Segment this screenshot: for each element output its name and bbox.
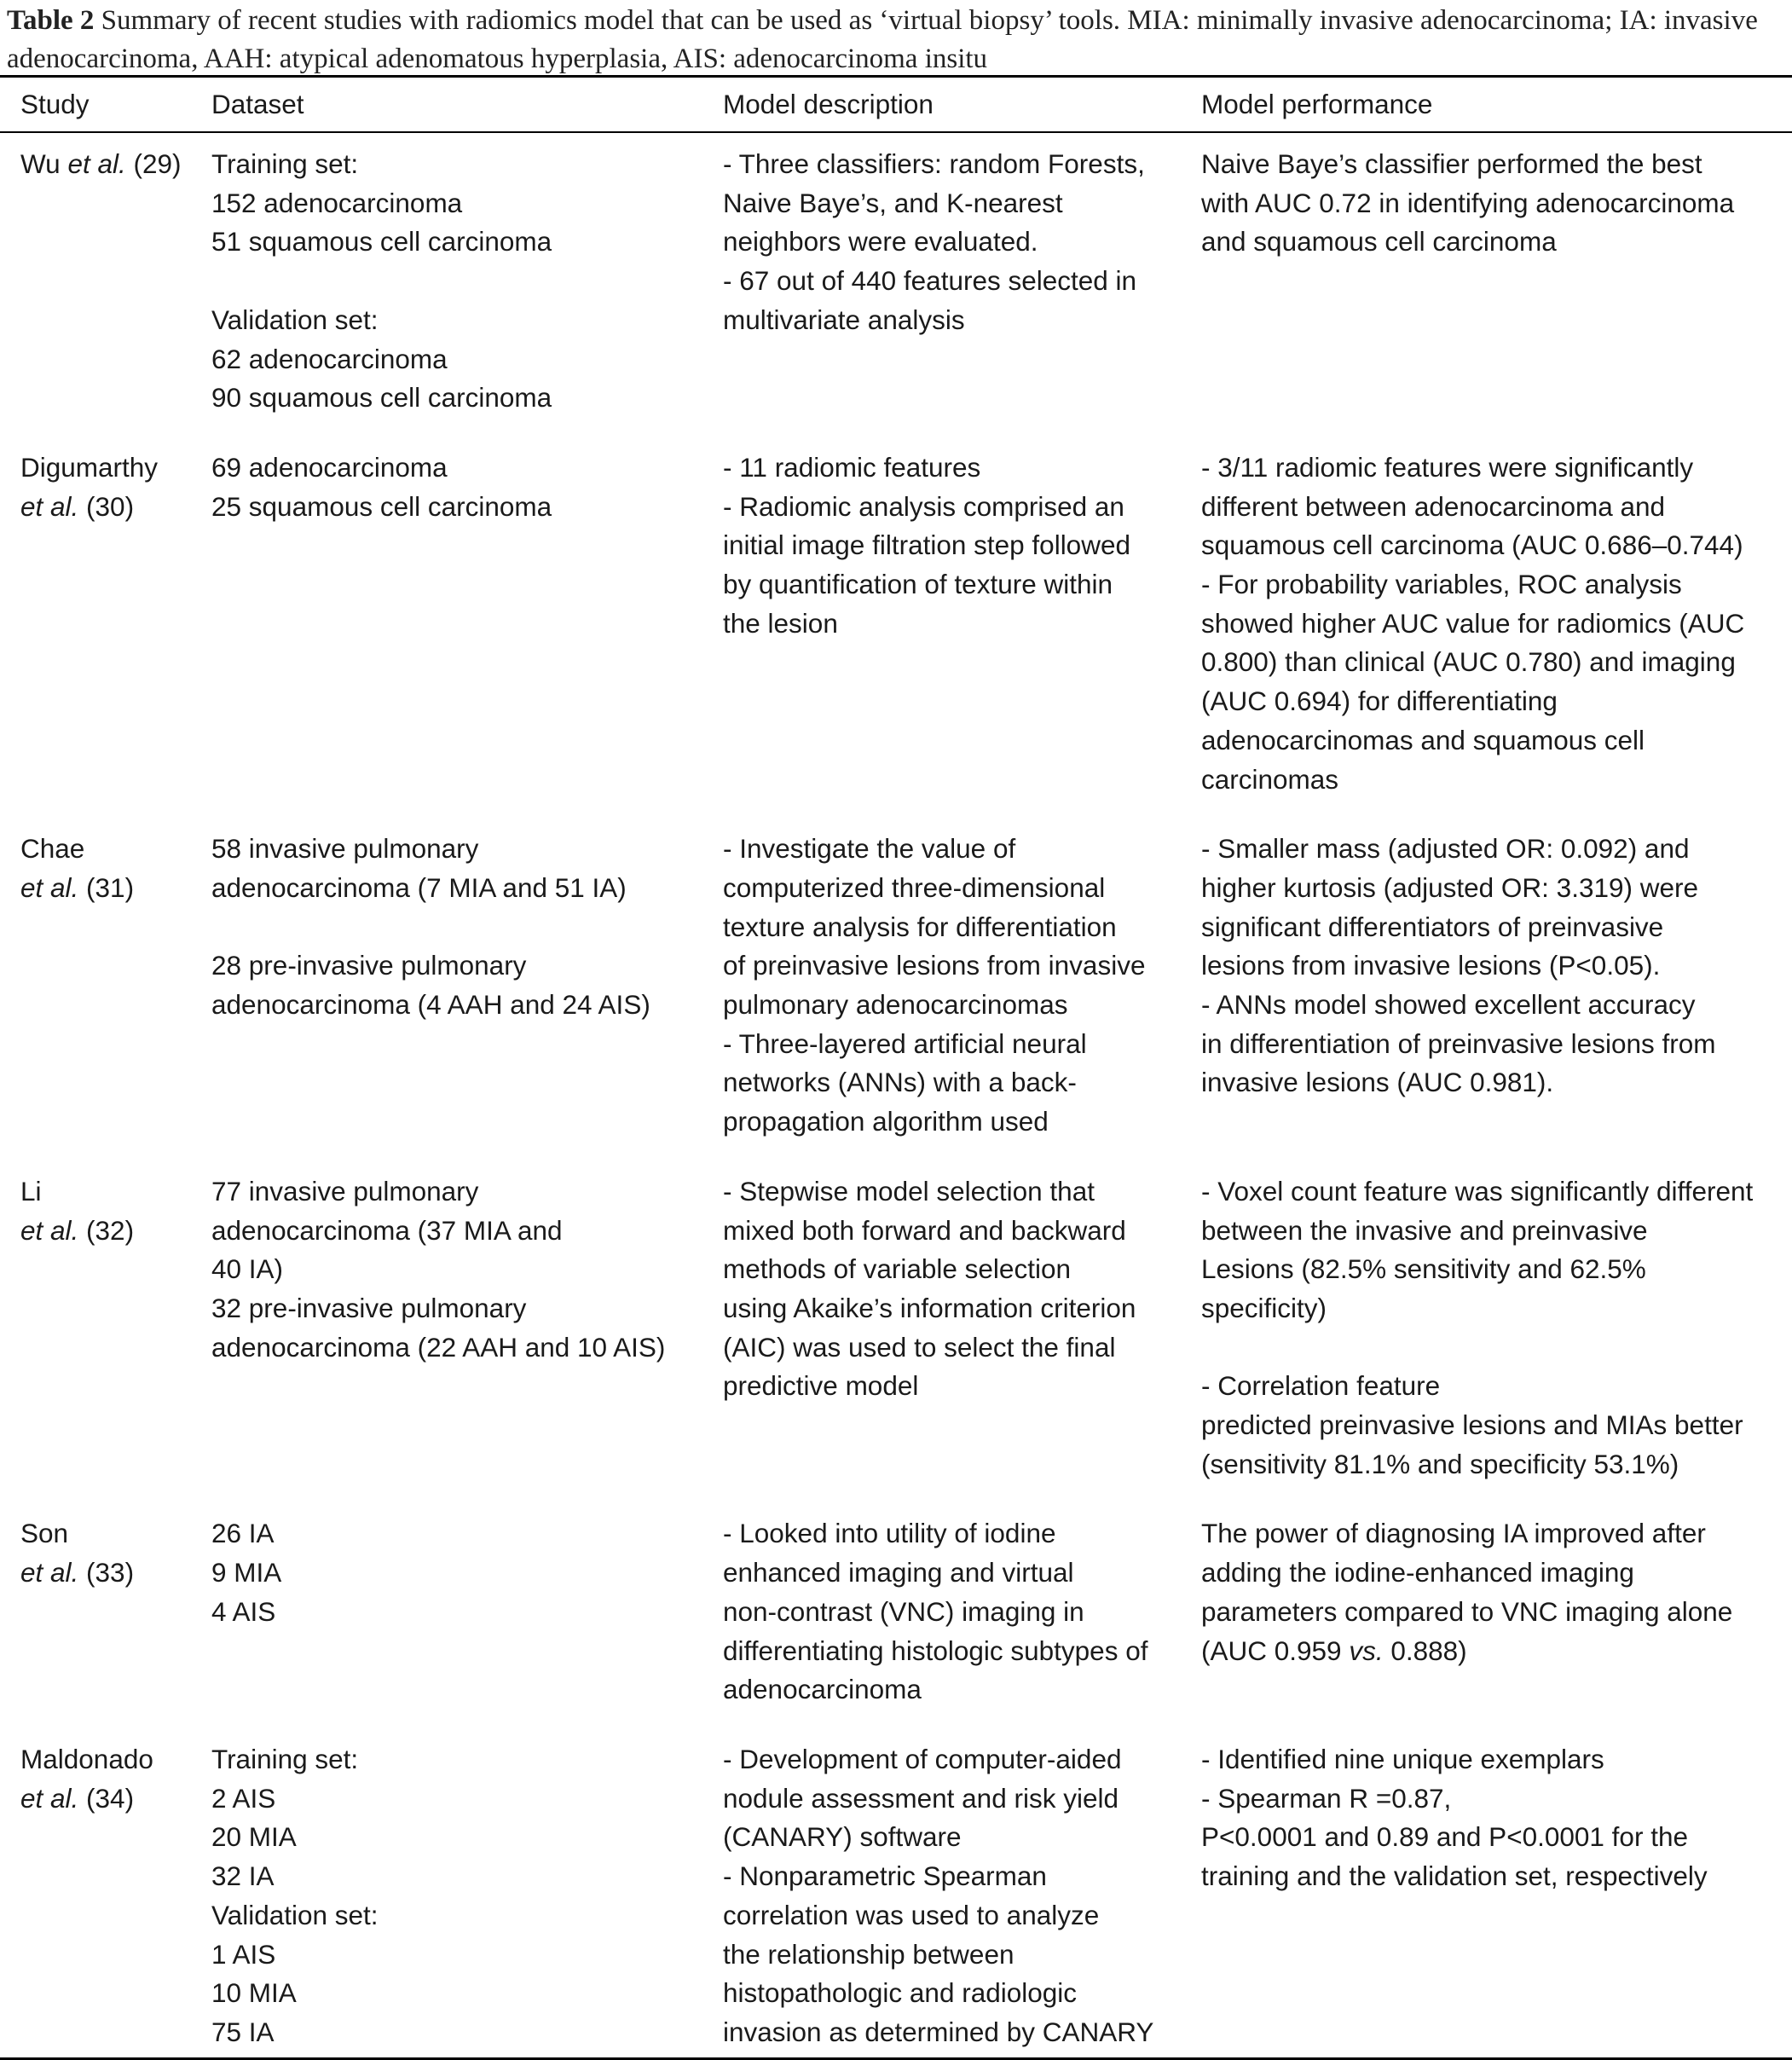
cell-line [1201, 448, 1791, 488]
cell-text: 26 IA [211, 1518, 275, 1549]
cell-line [723, 1172, 1200, 1212]
cell-text: in differentiation of preinvasive lesions from [1201, 1027, 1716, 1059]
cell-line [723, 2013, 1200, 2052]
cell-line [1201, 605, 1791, 644]
cell-line [211, 1250, 722, 1289]
cell-line [723, 1896, 1200, 1936]
cell-text: Maldonado [20, 1743, 153, 1774]
cell-line [1201, 1328, 1791, 1368]
cell-text: 32 IA [211, 1860, 275, 1892]
cell-text: 75 IA [211, 2016, 275, 2047]
cell-text: propagation algorithm used [723, 1106, 1049, 1137]
cell-text: adenocarcinoma (7 MIA and 51 IA) [211, 871, 627, 903]
cell-text: invasion as determined by CANARY [723, 2016, 1154, 2047]
cell-line [211, 1328, 722, 1368]
cell-line [723, 488, 1200, 527]
cell-line [211, 869, 722, 908]
cell-line [211, 986, 722, 1025]
cell-text: predicted preinvasive lesions and MIAs better [1201, 1409, 1743, 1441]
cell-text: adenocarcinomas and squamous cell [1201, 724, 1645, 755]
cell-line [1201, 1857, 1791, 1896]
cell-text: 51 squamous cell carcinoma [211, 226, 552, 258]
cell-text: 40 IA) [211, 1253, 284, 1285]
table-body [0, 132, 1792, 2058]
cell-line [211, 1818, 722, 1857]
cell-text: Li [20, 1175, 42, 1206]
italic-text: et al. [20, 871, 79, 903]
cell-text: Chae [20, 833, 85, 865]
cell-model-performance [1201, 1502, 1792, 1728]
cell-text: correlation was used to analyze [723, 1899, 1100, 1930]
cell-text: with AUC 0.72 in identifying adenocarcinoma [1201, 187, 1735, 218]
cell-text: Naive Baye’s, and K-nearest [723, 187, 1063, 218]
cell-line [211, 184, 722, 223]
cell-line [211, 1936, 722, 1975]
cell-model-description [723, 818, 1201, 1160]
cell-dataset [211, 1160, 723, 1503]
cell-line [723, 986, 1200, 1025]
cell-line [211, 1779, 722, 1819]
cell-line [723, 223, 1200, 262]
cell-text: 32 pre-invasive pulmonary [211, 1292, 527, 1323]
cell-line [723, 301, 1200, 340]
cell-text: (32) [78, 1214, 135, 1246]
cell-text: methods of variable selection [723, 1253, 1071, 1285]
cell-line [723, 605, 1200, 644]
cell-text: carcinomas [1201, 763, 1339, 795]
cell-line [1201, 488, 1791, 527]
cell-text: - Identified nine unique exemplars [1201, 1743, 1604, 1774]
cell-line [1201, 145, 1791, 184]
cell-line [1201, 721, 1791, 761]
cell-line [211, 262, 722, 301]
cell-text: Naive Baye’s classifier performed the best [1201, 148, 1702, 179]
cell-model-description [723, 1728, 1201, 2058]
cell-line [20, 1172, 211, 1212]
cell-text: Digumarthy [20, 451, 159, 483]
cell-line [723, 1670, 1200, 1710]
cell-line [723, 1289, 1200, 1328]
cell-model-description [723, 1502, 1201, 1728]
table-caption [7, 2, 1780, 78]
cell-line [211, 1289, 722, 1328]
cell-line [211, 2013, 722, 2052]
cell-text: and squamous cell carcinoma [1201, 226, 1557, 258]
cell-text: - Radiomic analysis comprised an [723, 490, 1124, 522]
cell-line [211, 1514, 722, 1554]
table-row [0, 437, 1792, 818]
cell-text: specificity) [1201, 1292, 1327, 1323]
cell-line [1201, 1779, 1791, 1819]
cell-line [20, 1740, 211, 1779]
cell-text: - Voxel count feature was significantly different [1201, 1175, 1754, 1206]
cell-text: 0.888) [1383, 1635, 1467, 1666]
cell-dataset [211, 818, 723, 1160]
cell-text: using Akaike’s information criterion [723, 1292, 1136, 1323]
cell-text: adenocarcinoma (22 AAH and 10 AIS) [211, 1331, 666, 1363]
cell-line [1201, 1172, 1791, 1212]
cell-text: (33) [78, 1557, 135, 1588]
cell-text: P<0.0001 and 0.89 and P<0.0001 for the [1201, 1821, 1688, 1853]
cell-line [1201, 1740, 1791, 1779]
cell-study [0, 132, 211, 437]
cell-line [1201, 908, 1791, 947]
cell-text: networks (ANNs) with a back- [723, 1067, 1077, 1098]
cell-line [723, 1554, 1200, 1593]
cell-line [1201, 1514, 1791, 1554]
cell-line [20, 145, 211, 184]
cell-line [1201, 1212, 1791, 1251]
cell-text: lesions from invasive lesions (P<0.05). [1201, 950, 1661, 981]
cell-text: 152 adenocarcinoma [211, 187, 463, 218]
table-row [0, 1502, 1792, 1728]
cell-text: - Smaller mass (adjusted OR: 0.092) and [1201, 833, 1690, 865]
cell-text: 2 AIS [211, 1782, 276, 1814]
cell-line [1201, 1593, 1791, 1632]
cell-line [211, 145, 722, 184]
cell-line [723, 1328, 1200, 1368]
cell-text: (31) [78, 871, 135, 903]
cell-text: 90 squamous cell carcinoma [211, 382, 552, 414]
cell-line [723, 1974, 1200, 2013]
cell-line [1201, 1025, 1791, 1064]
cell-text: adenocarcinoma (4 AAH and 24 AIS) [211, 989, 650, 1021]
cell-model-description [723, 437, 1201, 818]
cell-text: of preinvasive lesions from invasive [723, 950, 1146, 981]
cell-text: Training set: [211, 148, 359, 179]
cell-line [1201, 643, 1791, 682]
cell-text: - Development of computer-aided [723, 1743, 1122, 1774]
table-row [0, 818, 1792, 1160]
cell-text: (34) [78, 1782, 135, 1814]
cell-text: (CANARY) software [723, 1821, 962, 1853]
cell-line [20, 448, 211, 488]
summary-table [0, 75, 1792, 2060]
cell-line [211, 1857, 722, 1896]
cell-line [211, 830, 722, 869]
cell-model-performance [1201, 1728, 1792, 2058]
italic-text: et al. [20, 1214, 79, 1246]
cell-text: adding the iodine-enhanced imaging [1201, 1557, 1634, 1588]
cell-text: between the invasive and preinvasive [1201, 1214, 1648, 1246]
table-row [0, 1160, 1792, 1503]
cell-line [723, 1063, 1200, 1102]
cell-text: (AUC 0.694) for differentiating [1201, 686, 1558, 717]
cell-line [20, 488, 211, 527]
cell-text: (AIC) was used to select the final [723, 1331, 1116, 1363]
cell-text: neighbors were evaluated. [723, 226, 1038, 258]
column-header-study: Study [20, 88, 90, 119]
cell-line [20, 1212, 211, 1251]
column-header-dataset: Dataset [211, 88, 304, 119]
cell-text: - 3/11 radiomic features were significantly [1201, 451, 1694, 483]
italic-text: et al. [20, 1557, 79, 1588]
cell-line [211, 223, 722, 262]
cell-study [0, 437, 211, 818]
cell-line [20, 1554, 211, 1593]
cell-line [723, 1632, 1200, 1671]
italic-text: et al. [20, 490, 79, 522]
cell-line [20, 830, 211, 869]
cell-line [211, 488, 722, 527]
cell-line [211, 1593, 722, 1632]
cell-text: Lesions (82.5% sensitivity and 62.5% [1201, 1253, 1646, 1285]
cell-line [723, 1936, 1200, 1975]
cell-line [211, 379, 722, 418]
cell-line [1201, 1406, 1791, 1445]
cell-model-performance [1201, 1160, 1792, 1503]
cell-line [211, 1172, 722, 1212]
cell-text: 4 AIS [211, 1595, 276, 1627]
cell-dataset [211, 437, 723, 818]
italic-text: et al. [67, 148, 126, 179]
cell-model-performance [1201, 437, 1792, 818]
cell-text: The power of diagnosing IA improved after [1201, 1518, 1706, 1549]
cell-text: 62 adenocarcinoma [211, 343, 448, 374]
cell-line [723, 908, 1200, 947]
cell-text: - ANNs model showed excellent accuracy [1201, 989, 1696, 1021]
cell-text: Validation set: [211, 304, 379, 335]
cell-line [211, 1974, 722, 2013]
cell-text: - Looked into utility of iodine [723, 1518, 1056, 1549]
cell-line [723, 830, 1200, 869]
cell-line [723, 946, 1200, 986]
cell-text: (29) [125, 148, 182, 179]
cell-line [1201, 565, 1791, 605]
column-header-model-description: Model description [723, 88, 934, 119]
cell-text: different between adenocarcinoma and [1201, 490, 1666, 522]
cell-dataset [211, 1728, 723, 2058]
table-caption-label: Table 2 [7, 5, 95, 36]
cell-text: adenocarcinoma [723, 1674, 922, 1705]
italic-text: vs. [1349, 1635, 1384, 1666]
cell-line [1201, 1632, 1791, 1671]
cell-text: 20 MIA [211, 1821, 297, 1853]
table-caption-text: Summary of recent studies with radiomics model that can be used as ‘virtual biopsy’ tools. MIA: minimally invasive adenocarcinoma; IA: invasive adenocarcinoma, AAH: atypical adenomatous hyperplasia, AIS: adenocarcinoma insitu [7, 5, 1758, 74]
cell-text: enhanced imaging and virtual [723, 1557, 1074, 1588]
cell-text: - Correlation feature [1201, 1370, 1441, 1402]
cell-line [723, 1025, 1200, 1064]
cell-line [723, 1779, 1200, 1819]
cell-dataset [211, 1502, 723, 1728]
cell-line [211, 340, 722, 379]
table-header [0, 77, 1792, 133]
italic-text: et al. [20, 1782, 79, 1814]
cell-dataset [211, 132, 723, 437]
cell-line [723, 1514, 1200, 1554]
cell-line [723, 1102, 1200, 1142]
cell-line [723, 1593, 1200, 1632]
cell-line [20, 869, 211, 908]
cell-line [211, 1554, 722, 1593]
cell-line [1201, 1445, 1791, 1484]
cell-line [723, 184, 1200, 223]
cell-line [723, 1250, 1200, 1289]
column-header-model-performance: Model performance [1201, 88, 1433, 119]
cell-line [723, 448, 1200, 488]
cell-text: 9 MIA [211, 1557, 282, 1588]
cell-line [211, 301, 722, 340]
cell-line [1201, 1367, 1791, 1406]
cell-line [1201, 946, 1791, 986]
cell-line [723, 1740, 1200, 1779]
cell-text: nodule assessment and risk yield [723, 1782, 1119, 1814]
cell-line [1201, 1818, 1791, 1857]
cell-text: - Spearman R =0.87, [1201, 1782, 1452, 1814]
cell-line [1201, 1250, 1791, 1289]
cell-line [723, 1367, 1200, 1406]
cell-line [1201, 830, 1791, 869]
cell-text: multivariate analysis [723, 304, 965, 335]
cell-line [1201, 869, 1791, 908]
cell-line [1201, 223, 1791, 262]
cell-model-description [723, 1160, 1201, 1503]
cell-model-performance [1201, 818, 1792, 1160]
cell-text: by quantification of texture within [723, 569, 1113, 600]
cell-text: 58 invasive pulmonary [211, 833, 479, 865]
cell-text: - For probability variables, ROC analysis [1201, 569, 1682, 600]
cell-text: differentiating histologic subtypes of [723, 1635, 1148, 1666]
cell-text: 10 MIA [211, 1977, 297, 2009]
table-header-row [0, 77, 1792, 133]
cell-model-description [723, 132, 1201, 437]
cell-text: Wu [20, 148, 68, 179]
cell-line [723, 145, 1200, 184]
cell-text: higher kurtosis (adjusted OR: 3.319) were [1201, 871, 1699, 903]
cell-line [211, 908, 722, 947]
cell-text: - Nonparametric Spearman [723, 1860, 1047, 1892]
cell-text: 1 AIS [211, 1938, 276, 1970]
cell-line [211, 1896, 722, 1936]
cell-text: significant differentiators of preinvasive [1201, 911, 1664, 942]
cell-text: showed higher AUC value for radiomics (AUC [1201, 607, 1745, 639]
cell-text: the lesion [723, 607, 838, 639]
cell-text: adenocarcinoma (37 MIA and [211, 1214, 563, 1246]
cell-text: mixed both forward and backward [723, 1214, 1126, 1246]
cell-line [1201, 184, 1791, 223]
cell-text: 69 adenocarcinoma [211, 451, 448, 483]
cell-line [1201, 1289, 1791, 1328]
cell-model-performance [1201, 132, 1792, 437]
cell-line [1201, 1063, 1791, 1102]
cell-text: - 67 out of 440 features selected in [723, 265, 1137, 297]
cell-line [723, 262, 1200, 301]
cell-text: texture analysis for differentiation [723, 911, 1117, 942]
cell-line [723, 1212, 1200, 1251]
cell-study [0, 818, 211, 1160]
cell-text: predictive model [723, 1370, 919, 1402]
cell-text: pulmonary adenocarcinomas [723, 989, 1068, 1021]
cell-text: initial image filtration step followed [723, 529, 1130, 561]
cell-text: - Stepwise model selection that [723, 1175, 1095, 1206]
cell-line [723, 1857, 1200, 1896]
cell-line [723, 869, 1200, 908]
cell-text: 0.800) than clinical (AUC 0.780) and imaging [1201, 646, 1736, 678]
cell-text: computerized three-dimensional [723, 871, 1106, 903]
cell-text: squamous cell carcinoma (AUC 0.686–0.744) [1201, 529, 1743, 561]
cell-text: (30) [78, 490, 135, 522]
cell-text: Validation set: [211, 1899, 379, 1930]
cell-text: training and the validation set, respectively [1201, 1860, 1708, 1892]
cell-line [211, 946, 722, 986]
cell-line [211, 1212, 722, 1251]
cell-line [1201, 526, 1791, 565]
cell-text: - Three-layered artificial neural [723, 1027, 1087, 1059]
cell-line [723, 1818, 1200, 1857]
cell-line [1201, 1554, 1791, 1593]
cell-text: invasive lesions (AUC 0.981). [1201, 1067, 1554, 1098]
cell-line [1201, 761, 1791, 800]
cell-text: - Investigate the value of [723, 833, 1016, 865]
cell-line [20, 1779, 211, 1819]
cell-line [20, 1514, 211, 1554]
cell-text: 28 pre-invasive pulmonary [211, 950, 527, 981]
cell-text: Son [20, 1518, 69, 1549]
table-row [0, 132, 1792, 437]
cell-text: - 11 radiomic features [723, 451, 981, 483]
cell-line [723, 565, 1200, 605]
cell-line [1201, 986, 1791, 1025]
cell-text: (AUC 0.959 [1201, 1635, 1350, 1666]
table-row [0, 1728, 1792, 2058]
cell-text: the relationship between [723, 1938, 1015, 1970]
cell-text: - Three classifiers: random Forests, [723, 148, 1145, 179]
cell-text: non-contrast (VNC) imaging in [723, 1595, 1084, 1627]
cell-text: (sensitivity 81.1% and specificity 53.1%) [1201, 1448, 1679, 1479]
cell-line [723, 526, 1200, 565]
cell-text: histopathologic and radiologic [723, 1977, 1078, 2009]
cell-text: 77 invasive pulmonary [211, 1175, 479, 1206]
cell-study [0, 1728, 211, 2058]
cell-line [211, 1740, 722, 1779]
cell-text: parameters compared to VNC imaging alone [1201, 1595, 1733, 1627]
cell-text: Training set: [211, 1743, 359, 1774]
cell-text: 25 squamous cell carcinoma [211, 490, 552, 522]
cell-line [211, 448, 722, 488]
cell-study [0, 1160, 211, 1503]
cell-line [1201, 682, 1791, 721]
cell-study [0, 1502, 211, 1728]
